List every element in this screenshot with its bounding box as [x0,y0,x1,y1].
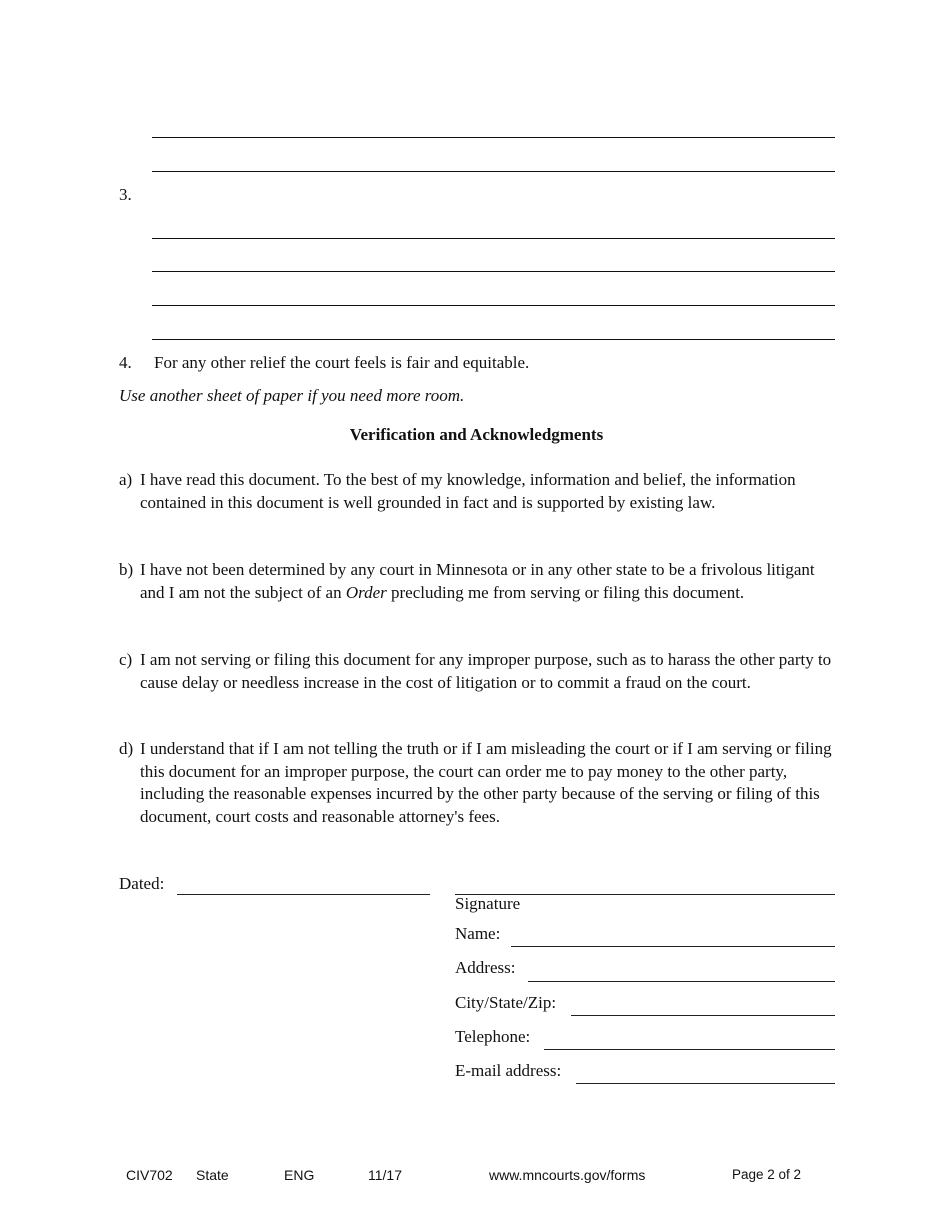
acknowledgment-text-part: I understand that if I am not telling the truth or if I am misleading the court or if I am serving or filing this document for an improper purpose, the court can order me to pay money to the other party, including the reasonable expenses incurred by the other party because of the serving or filing of this document, court costs and reasonable attorney's fees. [140,739,832,826]
dated-label: Dated: [119,874,165,893]
signature-label: Signature [455,894,521,913]
extra-room-note: Use another sheet of paper if you need more room. [119,386,465,405]
acknowledgment-text [140,559,839,604]
footer-form-id: CIV702 [126,1167,173,1183]
item-4-text: For any other relief the court feels is fair and equitable. [154,353,530,372]
acknowledgment-b [119,559,839,604]
acknowledgment-text-part: precluding me from serving or filing this document. [386,582,745,602]
acknowledgment-text-part: I have read this document. To the best of my knowledge, information and belief, the information contained in this document is well grounded in fact and is supported by existing law. [140,470,796,512]
blank-line [152,137,835,138]
city-state-zip-label: City/State/Zip: [455,993,557,1012]
acknowledgment-text [140,738,839,828]
address-field[interactable] [528,981,835,982]
acknowledgment-label: d) [119,739,134,758]
telephone-field[interactable] [544,1049,835,1050]
email-field[interactable] [576,1083,835,1084]
acknowledgment-label: a) [119,470,133,489]
footer-language: ENG [284,1167,315,1183]
section-title: Verification and Acknowledgments [349,425,604,444]
acknowledgment-label: b) [119,560,134,579]
item-3-number: 3. [119,185,132,204]
acknowledgment-label: c) [119,650,133,669]
blank-line [152,171,835,172]
item-3-blank-line [152,238,835,239]
order-emphasis: Order [345,582,387,602]
footer-revision: 11/17 [368,1167,402,1183]
footer-jurisdiction: State [196,1167,229,1183]
item-3-blank-line [152,271,835,272]
item-4-number: 4. [119,353,132,372]
acknowledgment-c [119,649,839,694]
acknowledgment-text [140,469,839,514]
acknowledgment-text-part: I am not serving or filing this document for any improper purpose, such as to harass the other party to cause delay or needless increase in the cost of litigation or to commit a fraud on the court. [140,650,832,692]
footer-url: www.mncourts.gov/forms [489,1167,646,1183]
footer-page-number: Page 2 of 2 [732,1167,802,1182]
acknowledgment-text-part: I have not been determined by any court in Minnesota or in any other state to be a frivolous litigant and I am not the subject of an [140,560,815,602]
name-label: Name: [455,924,501,943]
acknowledgment-text [140,649,839,694]
acknowledgment-a [119,469,839,514]
acknowledgment-d [119,738,839,828]
city-state-zip-field[interactable] [571,1015,835,1016]
item-3-blank-line [152,305,835,306]
telephone-label: Telephone: [455,1027,531,1046]
name-field[interactable] [511,946,835,947]
item-3-blank-line [152,339,835,340]
dated-field[interactable] [177,894,430,895]
email-label: E-mail address: [455,1061,562,1080]
address-label: Address: [455,958,516,977]
